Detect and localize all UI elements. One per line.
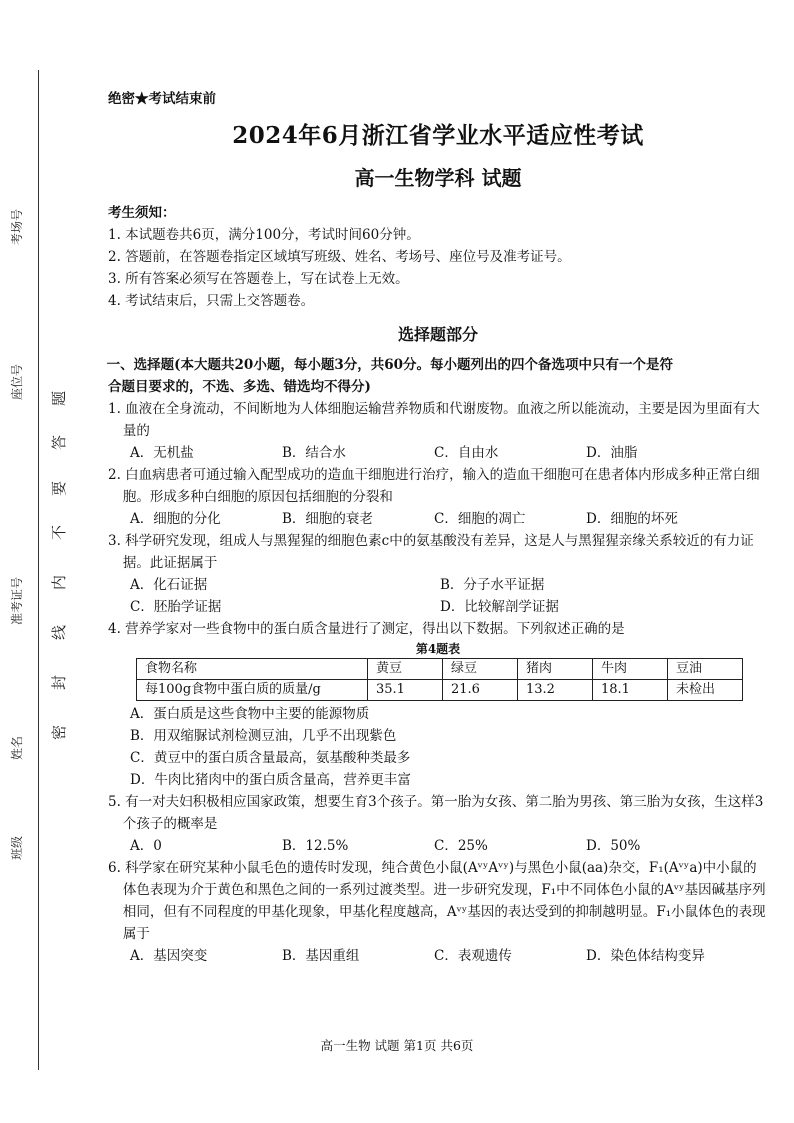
question-6: [108, 857, 768, 967]
table-cell: 黄豆: [368, 659, 443, 680]
option-d: D．比较解剖学证据: [440, 599, 559, 615]
option-c: C．表观遗传: [434, 948, 512, 964]
table-cell: 豆油: [668, 659, 743, 680]
seal-char: 不: [50, 524, 69, 541]
option-b: B．结合水: [282, 445, 346, 461]
table-cell: 13.2: [518, 680, 593, 701]
question-stem: 2. 白血病患者可通过输入配型成功的造血干细胞进行治疗，输入的造血干细胞可在患者体内形成多种正常白细胞。形成多种白细胞的原因包括细胞的分裂和: [108, 467, 760, 505]
table-header-cell: 每100g食物中蛋白质的质量/g: [137, 680, 368, 701]
question-stem: 5. 有一对夫妇积极相应国家政策，想要生育3个孩子。第一胎为女孩、第二胎为男孩、第三胎为女孩，生这样3个孩子的概率是: [108, 794, 764, 832]
question-5: [108, 791, 768, 857]
seal-char: 题: [50, 390, 69, 407]
option-d: D．细胞的坏死: [586, 511, 678, 527]
question-1: [108, 398, 768, 464]
question-2: [108, 464, 768, 530]
table-caption: 第4题表: [415, 642, 461, 656]
question-stem: 1. 血液在全身流动，不间断地为人体细胞运输营养物质和代谢废物。血液之所以能流动，主要是因为里面有大量的: [108, 401, 760, 439]
table-cell: 18.1: [593, 680, 668, 701]
option-c: C．胚胎学证据: [130, 599, 222, 615]
notice-block: [108, 202, 768, 312]
seal-char: 线: [50, 624, 69, 641]
part-heading: [108, 354, 768, 398]
notice-item: 1. 本试题卷共6页，满分100分，考试时间60分钟。: [108, 227, 420, 243]
margin-label-seat: 座位号: [10, 363, 24, 400]
seal-char: 密: [50, 724, 69, 741]
question-stem: 6. 科学家在研究某种小鼠毛色的遗传时发现，纯合黄色小鼠(AᵛʸAᵛʸ)与黑色小鼠(aa)杂交，F₁(Aᵛʸa)中小鼠的体色表现为介于黄色和黑色之间的一系列过渡类型。进一步研究发现，F₁中不同体色小鼠的Aᵛʸ基因碱基序列相同，但有不同程度的甲基化现象，甲基化程度越高，Aᵛʸ基因的表达受到的抑制越明显。F₁小鼠体色的表现属于: [108, 860, 766, 942]
option-d: D．50%: [586, 838, 641, 854]
margin-label-exam-room: 考场号: [10, 208, 24, 245]
table-row: [137, 659, 743, 680]
binding-line: [38, 70, 39, 1070]
notice-item: 3. 所有答案必须写在答题卷上，写在试卷上无效。: [108, 271, 409, 287]
option-a: A．0: [130, 838, 162, 854]
seal-char: 要: [50, 480, 69, 497]
option-b: B．12.5%: [282, 838, 349, 854]
seal-char: 封: [50, 674, 69, 691]
option-c: C．细胞的凋亡: [434, 511, 526, 527]
seal-char: 内: [50, 574, 69, 591]
notice-heading: 考生须知：: [108, 205, 176, 221]
table-header-cell: 食物名称: [137, 659, 368, 680]
table-cell: 35.1: [368, 680, 443, 701]
notice-item: 4. 考试结束后，只需上交答题卷。: [108, 293, 315, 309]
option-d: D．油脂: [586, 445, 638, 461]
table-cell: 猪肉: [518, 659, 593, 680]
option-d: D．染色体结构变异: [586, 948, 705, 964]
option-a: A．蛋白质是这些食物中主要的能源物质: [130, 706, 370, 722]
table-cell: 牛肉: [593, 659, 668, 680]
table-cell: 21.6: [443, 680, 518, 701]
margin-label-ticket: 准考证号: [10, 576, 24, 625]
margin-label-name: 姓名: [10, 735, 24, 760]
exam-subtitle: 高一生物学科 试题: [354, 166, 522, 190]
exam-page: [108, 88, 768, 967]
option-c: C．黄豆中的蛋白质含量最高，氨基酸种类最多: [130, 750, 411, 766]
protein-table: [136, 658, 743, 701]
option-a: A．基因突变: [130, 948, 208, 964]
part-heading-line1: 一、选择题(本大题共20小题，每小题3分，共60分。每小题列出的四个备选项中只有一个是符: [106, 357, 674, 373]
option-b: B．细胞的衰老: [282, 511, 373, 527]
table-row: [137, 680, 743, 701]
exam-title: 2024年6月浙江省学业水平适应性考试: [232, 122, 644, 149]
table-cell: 未检出: [668, 680, 743, 701]
option-d: D．牛肉比猪肉中的蛋白质含量高，营养更丰富: [130, 772, 411, 788]
option-b: B．用双缩脲试剂检测豆油，几乎不出现紫色: [130, 728, 397, 744]
question-3: [108, 530, 768, 618]
margin-label-class: 班级: [10, 835, 24, 860]
table-cell: 绿豆: [443, 659, 518, 680]
option-b: B．分子水平证据: [440, 577, 545, 593]
option-a: A．细胞的分化: [130, 511, 221, 527]
question-stem: 3. 科学研究发现，组成人与黑猩猩的细胞色素c中的氨基酸没有差异，这是人与黑猩猩亲缘关系较近的有力证据。此证据属于: [108, 533, 754, 571]
question-stem: 4. 营养学家对一些食物中的蛋白质含量进行了测定，得出以下数据。下列叙述正确的是: [108, 621, 625, 637]
part-heading-line2: 合题目要求的，不选、多选、错选均不得分): [108, 379, 371, 395]
option-a: A．化石证据: [130, 577, 208, 593]
option-c: C．25%: [434, 838, 488, 854]
section-title: 选择题部分: [397, 325, 478, 344]
option-a: A．无机盐: [130, 445, 194, 461]
page-footer: 高一生物 试题 第1页 共6页: [320, 1038, 474, 1053]
option-c: C．自由水: [434, 445, 499, 461]
notice-item: 2. 答题前，在答题卷指定区域填写班级、姓名、考场号、座位号及准考证号。: [108, 249, 571, 265]
option-b: B．基因重组: [282, 948, 360, 964]
confidential-mark: 绝密★考试结束前: [108, 91, 216, 107]
question-4: [108, 618, 768, 791]
seal-char: 答: [50, 434, 69, 451]
